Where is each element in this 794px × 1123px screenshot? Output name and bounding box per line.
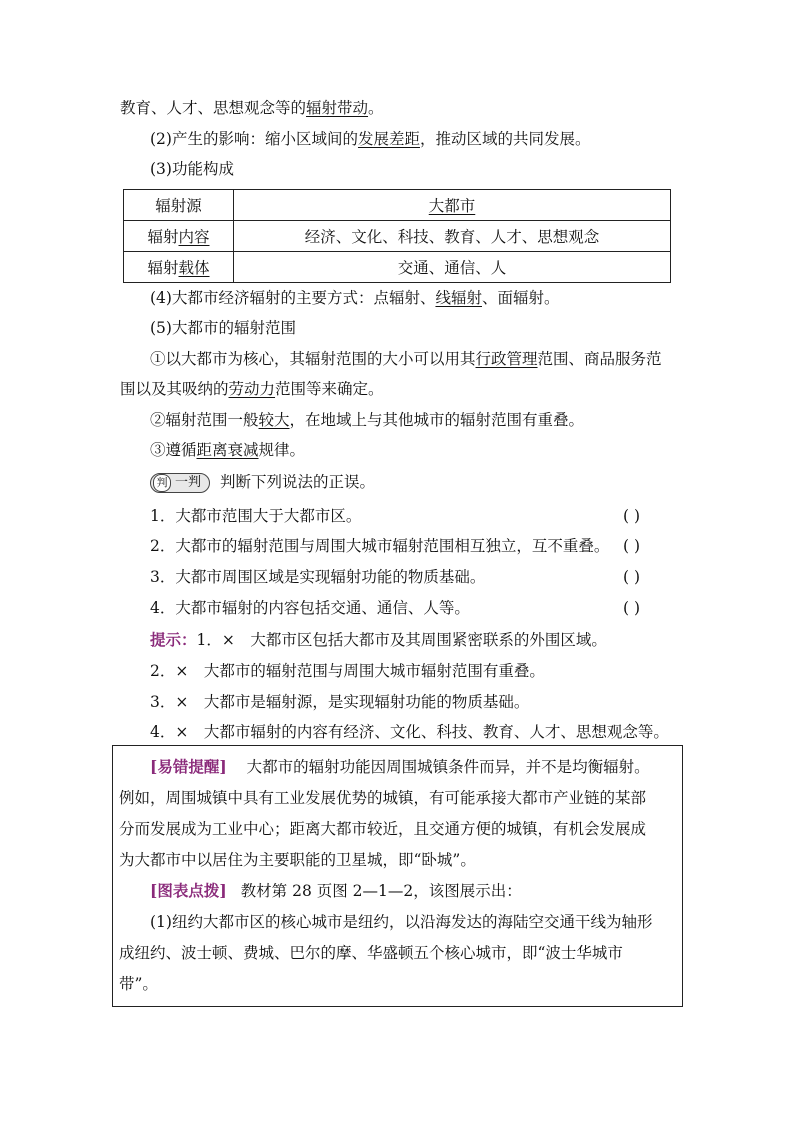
text-span: 。 [368,99,384,117]
table-row [124,221,671,252]
text-span: 范围、商品服务范 [537,350,662,368]
text-span: ，在地域上与其他城市的辐射范围有重叠。 [289,411,585,429]
text-span: ①以大都市为核心，其辐射范围的大小可以用其 [150,350,476,368]
underlined-term: 线辐射 [435,289,482,307]
underlined-term: 大都市 [428,197,476,215]
note-line: 例如，周围城镇中具有工业发展优势的城镇，有可能承接大都市产业链的某部 [119,789,647,807]
table-cell [124,221,234,252]
underlined-term: 发展差距 [357,130,420,148]
underlined-term: 内容 [178,228,210,246]
text-span: 大都市的辐射功能因周围城镇条件而异，并不是均衡辐射。 [246,758,650,776]
note-line: 带”。 [119,975,158,993]
judge-instruction: 判断下列说法的正误。 [220,473,376,491]
function-table [123,189,671,283]
table-cell [234,190,671,221]
badge-key: 判 [153,474,171,492]
judge-header [150,472,375,493]
text-line [120,379,384,399]
underlined-term: 劳动力 [228,380,276,398]
hint-label: 提示： [150,630,197,649]
answer-blank: ( ) [623,568,641,586]
underlined-term: 行政管理 [475,350,538,368]
chart-tip-tag: [图表点拨] [150,881,227,900]
hint-item: 2．× 大都市的辐射范围与周围大城市辐射范围有重叠。 [150,662,545,680]
text-span: 辐射 [147,259,179,277]
hint-item: 4．× 大都市辐射的内容有经济、文化、科技、教育、人才、思想观念等。 [150,723,669,741]
section-heading: (5)大都市的辐射范围 [150,319,296,337]
table-cell: 交通、通信、人 [234,252,671,283]
text-line [150,410,584,430]
text-line [150,349,662,369]
text-line [150,440,305,460]
text-span: 规律。 [258,441,306,459]
underlined-term: 辐射带动 [306,99,369,117]
section-heading: (3)功能构成 [150,160,234,178]
note-line: 为大都市中以居住为主要职能的卫星城，即“卧城”。 [119,851,476,869]
text-span: ③遵循 [150,441,197,459]
text-span: 辐射 [147,228,179,246]
text-span: 范围等来确定。 [275,380,384,398]
underlined-term: 载体 [178,259,210,277]
answer-blank: ( ) [623,507,641,525]
note-line: 分而发展成为工业中心；距离大都市较近，且交通方便的城镇，有机会发展成 [119,820,647,838]
text-span: 教材第 28 页图 2—1—2，该图展示出： [240,882,522,900]
hint-item: 3．× 大都市是辐射源，是实现辐射功能的物质基础。 [150,693,530,711]
text-span: 围以及其吸纳的 [120,380,229,398]
answer-blank: ( ) [623,537,641,555]
note-line: 成纽约、波士顿、费城、巴尔的摩、华盛顿五个核心城市，即“波士华城市 [119,944,623,962]
hint-item: 1．× 大都市区包括大都市及其周围紧密联系的外围区域。 [196,631,607,649]
text-line [120,98,384,118]
answer-blank: ( ) [623,599,641,617]
judge-item: 2．大都市的辐射范围与周围大城市辐射范围相互独立，互不重叠。 [150,537,610,555]
underlined-term: 较大 [258,411,290,429]
table-cell: 经济、文化、科技、教育、人才、思想观念 [234,221,671,252]
text-span: 、面辐射。 [481,289,560,307]
note-line: (1)纽约大都市区的核心城市是纽约，以沿海发达的海陆空交通干线为轴形 [150,913,653,931]
table-row [124,252,671,283]
judge-badge-icon [150,473,210,493]
note-line [150,757,650,777]
note-line [150,881,522,901]
text-span: ②辐射范围一般 [150,411,259,429]
hint-line [150,630,607,650]
text-span: ，推动区域的共同发展。 [419,130,591,148]
badge-text: 一判 [175,475,202,490]
judge-item: 4．大都市辐射的内容包括交通、通信、人等。 [150,599,470,617]
judge-item: 1．大都市范围大于大都市区。 [150,507,362,525]
note-box [112,745,683,1007]
text-span: (2)产生的影响：缩小区域间的 [150,130,358,148]
table-cell: 辐射源 [124,190,234,221]
table-cell [124,252,234,283]
tip-tag: [易错提醒] [150,757,227,776]
table-row [124,190,671,221]
text-line [150,288,560,308]
underlined-term: 距离衰减 [196,441,259,459]
judge-item: 3．大都市周围区域是实现辐射功能的物质基础。 [150,568,486,586]
text-span: 教育、人才、思想观念等的 [120,99,307,117]
text-line [150,129,591,149]
text-span: (4)大都市经济辐射的主要方式：点辐射、 [150,289,436,307]
